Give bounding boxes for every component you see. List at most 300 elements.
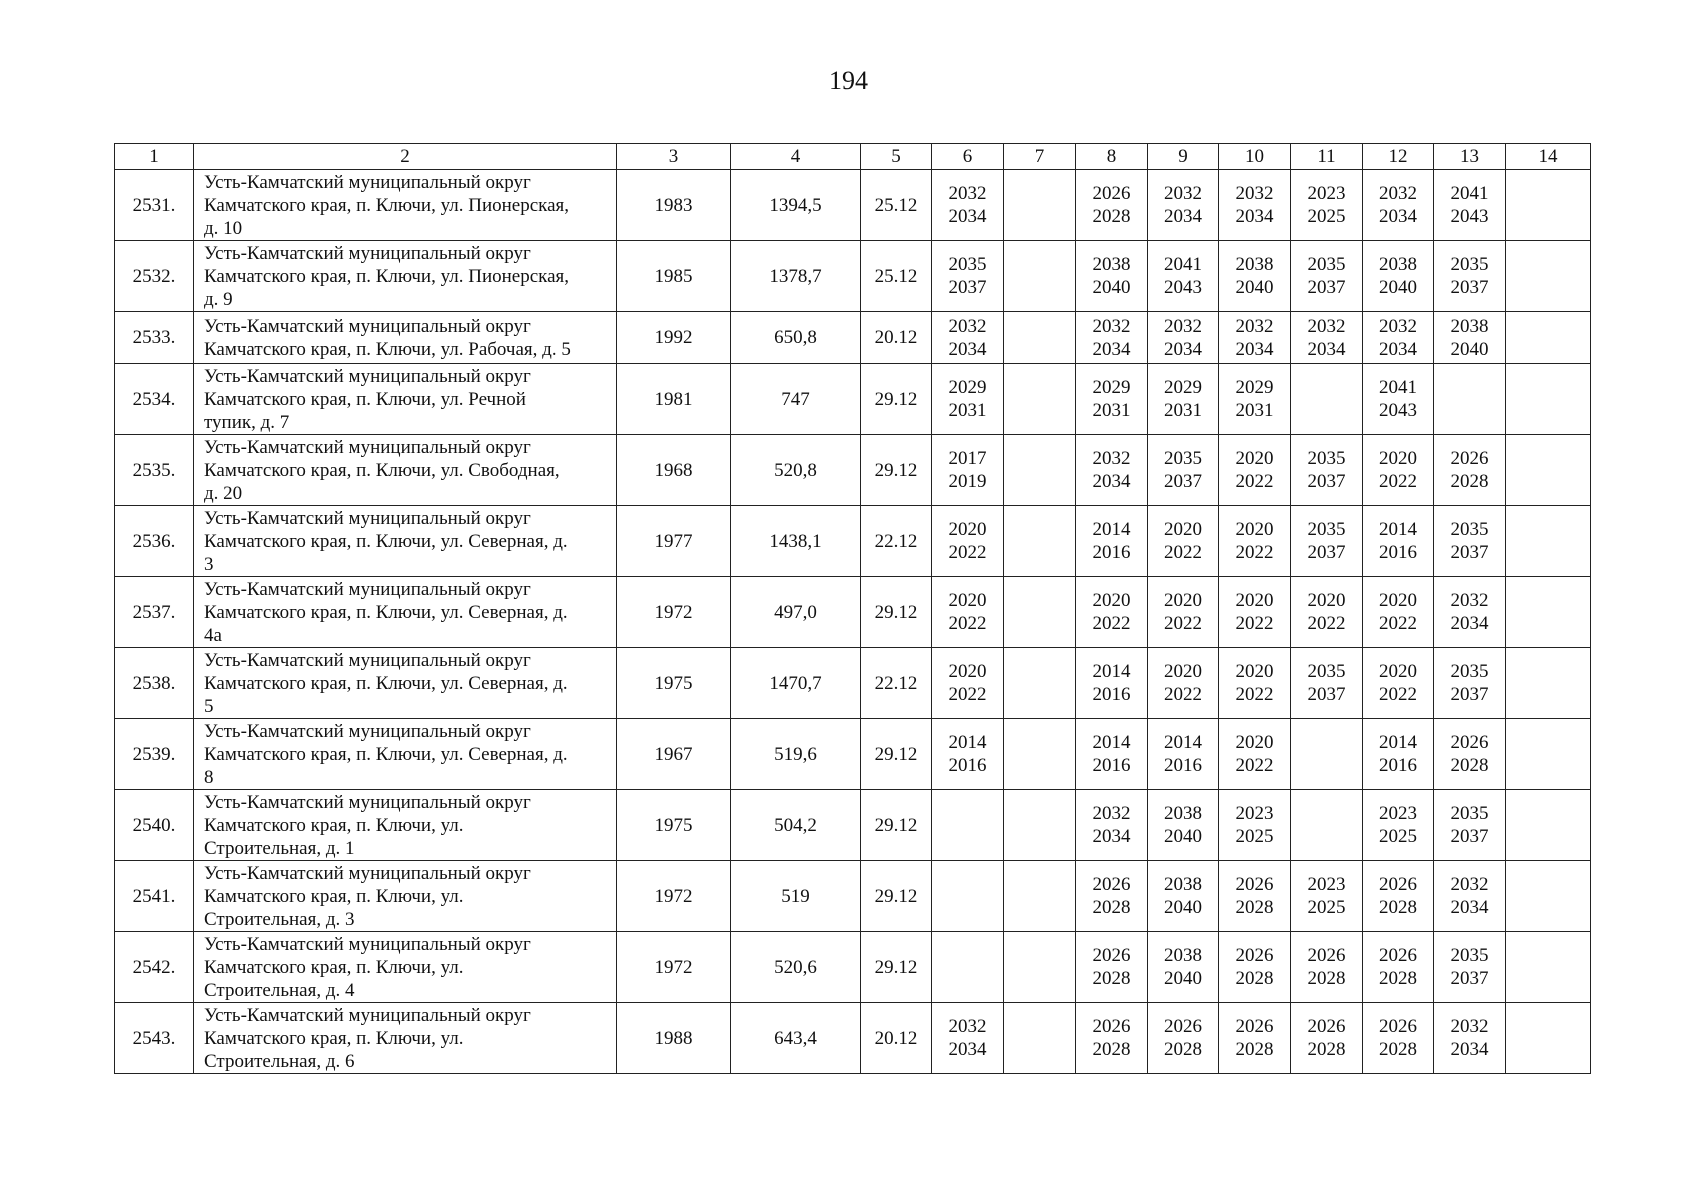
date-cell: 22.12 bbox=[861, 648, 932, 719]
period-year: 2020 bbox=[1235, 661, 1274, 682]
period-year: 2040 bbox=[1164, 897, 1202, 918]
period-year: 2031 bbox=[1164, 400, 1202, 421]
period-year: 2020 bbox=[1235, 732, 1274, 753]
period-cell-c10 bbox=[1219, 932, 1291, 1003]
period-cell-c6 bbox=[932, 648, 1004, 719]
period-year: 2034 bbox=[948, 1039, 987, 1060]
period-year: 2014 bbox=[1379, 732, 1417, 753]
period-year: 2034 bbox=[1092, 826, 1131, 847]
row-number: 2532. bbox=[115, 241, 194, 312]
period-year: 2040 bbox=[1379, 277, 1417, 298]
period-cell-c13 bbox=[1434, 719, 1506, 790]
table-row bbox=[115, 364, 1591, 435]
period-cell-c8 bbox=[1076, 861, 1148, 932]
address-line: д. 10 bbox=[204, 217, 243, 239]
period-year: 2022 bbox=[1235, 471, 1274, 492]
period-cell-c14 bbox=[1506, 241, 1591, 312]
period-year: 2026 bbox=[1092, 183, 1131, 204]
period-cell-c14 bbox=[1506, 648, 1591, 719]
period-year: 2032 bbox=[1379, 315, 1417, 337]
column-header: 9 bbox=[1148, 144, 1219, 170]
period-cell-c6 bbox=[932, 241, 1004, 312]
area-cell: 519,6 bbox=[731, 719, 861, 790]
address-line: Усть-Камчатский муниципальный округ bbox=[204, 791, 531, 813]
period-year: 2034 bbox=[1450, 1039, 1489, 1060]
table-row bbox=[115, 790, 1591, 861]
period-year: 2043 bbox=[1164, 277, 1202, 298]
period-cell-c7 bbox=[1004, 932, 1076, 1003]
period-year: 2026 bbox=[1235, 1016, 1274, 1037]
period-cell-c10 bbox=[1219, 719, 1291, 790]
period-cell-c11 bbox=[1291, 312, 1363, 364]
period-year: 2032 bbox=[1235, 183, 1274, 204]
table-row bbox=[115, 932, 1591, 1003]
period-cell-c10 bbox=[1219, 312, 1291, 364]
address-cell bbox=[194, 364, 617, 435]
period-year: 2041 bbox=[1450, 183, 1489, 204]
period-year: 2037 bbox=[1450, 277, 1489, 298]
address-line: Камчатского края, п. Ключи, ул. Северная, д. bbox=[204, 743, 568, 765]
period-cell-c11 bbox=[1291, 364, 1363, 435]
year-cell: 1968 bbox=[617, 435, 731, 506]
period-year: 2014 bbox=[1379, 519, 1417, 540]
period-year: 2035 bbox=[1450, 254, 1489, 275]
address-line: Строительная, д. 6 bbox=[204, 1050, 355, 1072]
period-cell-c9 bbox=[1148, 312, 1219, 364]
period-cell-c10 bbox=[1219, 241, 1291, 312]
period-year: 2032 bbox=[1379, 183, 1417, 204]
period-year: 2022 bbox=[1379, 613, 1417, 634]
period-year: 2017 bbox=[948, 448, 987, 469]
period-year: 2031 bbox=[1092, 400, 1131, 421]
period-year: 2028 bbox=[1379, 897, 1417, 918]
period-cell-c12 bbox=[1363, 932, 1434, 1003]
address-line: Камчатского края, п. Ключи, ул. bbox=[204, 1027, 464, 1049]
period-year: 2028 bbox=[1235, 897, 1274, 918]
area-cell: 1438,1 bbox=[731, 506, 861, 577]
area-cell: 520,8 bbox=[731, 435, 861, 506]
address-line: Усть-Камчатский муниципальный округ bbox=[204, 862, 531, 884]
period-year: 2020 bbox=[1235, 590, 1274, 611]
period-year: 2026 bbox=[1307, 1016, 1346, 1037]
period-year: 2032 bbox=[1235, 315, 1274, 337]
period-cell-c8 bbox=[1076, 435, 1148, 506]
period-year: 2037 bbox=[1450, 542, 1489, 563]
table-row bbox=[115, 312, 1591, 364]
period-year: 2035 bbox=[1307, 519, 1346, 540]
period-cell-c9 bbox=[1148, 1003, 1219, 1074]
period-cell-c7 bbox=[1004, 1003, 1076, 1074]
address-line: Усть-Камчатский муниципальный округ bbox=[204, 720, 531, 742]
period-year: 2028 bbox=[1092, 1039, 1131, 1060]
period-year: 2020 bbox=[1235, 448, 1274, 469]
period-year: 2035 bbox=[1307, 254, 1346, 275]
address-line: 5 bbox=[204, 695, 214, 717]
period-cell-c6 bbox=[932, 364, 1004, 435]
period-year: 2026 bbox=[1450, 448, 1489, 469]
period-year: 2037 bbox=[1450, 968, 1489, 989]
period-year: 2038 bbox=[1164, 945, 1202, 966]
period-cell-c11 bbox=[1291, 790, 1363, 861]
address-cell bbox=[194, 648, 617, 719]
period-cell-c7 bbox=[1004, 861, 1076, 932]
period-cell-c12 bbox=[1363, 648, 1434, 719]
row-number: 2541. bbox=[115, 861, 194, 932]
address-line: Усть-Камчатский муниципальный округ bbox=[204, 507, 531, 529]
period-year: 2026 bbox=[1164, 1016, 1202, 1037]
address-line: Камчатского края, п. Ключи, ул. Пионерская, bbox=[204, 194, 570, 216]
period-cell-c10 bbox=[1219, 435, 1291, 506]
year-cell: 1992 bbox=[617, 312, 731, 364]
period-cell-c13 bbox=[1434, 506, 1506, 577]
period-year: 2034 bbox=[1092, 471, 1131, 492]
period-year: 2031 bbox=[948, 400, 987, 421]
address-cell bbox=[194, 1003, 617, 1074]
period-year: 2034 bbox=[948, 206, 987, 227]
column-header: 8 bbox=[1076, 144, 1148, 170]
period-year: 2022 bbox=[1092, 613, 1131, 634]
period-cell-c8 bbox=[1076, 364, 1148, 435]
period-year: 2043 bbox=[1450, 206, 1489, 227]
area-cell: 1394,5 bbox=[731, 170, 861, 241]
period-cell-c9 bbox=[1148, 506, 1219, 577]
period-year: 2020 bbox=[1092, 590, 1131, 611]
period-cell-c6 bbox=[932, 719, 1004, 790]
period-year: 2037 bbox=[1450, 684, 1489, 705]
period-cell-c10 bbox=[1219, 648, 1291, 719]
period-cell-c13 bbox=[1434, 312, 1506, 364]
period-year: 2026 bbox=[1092, 945, 1131, 966]
table-row bbox=[115, 241, 1591, 312]
period-year: 2022 bbox=[1164, 542, 1202, 563]
address-line: Усть-Камчатский муниципальный округ bbox=[204, 315, 531, 337]
period-year: 2026 bbox=[1450, 732, 1489, 753]
period-year: 2020 bbox=[1379, 590, 1417, 611]
period-cell-c12 bbox=[1363, 364, 1434, 435]
address-cell bbox=[194, 170, 617, 241]
address-line: Усть-Камчатский муниципальный округ bbox=[204, 365, 531, 387]
period-year: 2014 bbox=[1092, 732, 1131, 753]
period-year: 2032 bbox=[1092, 315, 1131, 337]
period-year: 2035 bbox=[1307, 661, 1346, 682]
period-cell-c7 bbox=[1004, 241, 1076, 312]
period-year: 2025 bbox=[1307, 206, 1346, 227]
period-cell-c9 bbox=[1148, 241, 1219, 312]
date-cell: 29.12 bbox=[861, 861, 932, 932]
table-row bbox=[115, 861, 1591, 932]
period-cell-c6 bbox=[932, 577, 1004, 648]
address-line: Усть-Камчатский муниципальный округ bbox=[204, 578, 531, 600]
period-cell-c10 bbox=[1219, 364, 1291, 435]
period-year: 2028 bbox=[1092, 897, 1131, 918]
column-header: 10 bbox=[1219, 144, 1291, 170]
period-year: 2040 bbox=[1164, 826, 1202, 847]
period-year: 2032 bbox=[1450, 1016, 1489, 1037]
period-year: 2035 bbox=[948, 254, 987, 275]
period-cell-c13 bbox=[1434, 861, 1506, 932]
period-year: 2014 bbox=[1164, 732, 1202, 753]
period-year: 2026 bbox=[1092, 1016, 1131, 1037]
date-cell: 29.12 bbox=[861, 719, 932, 790]
address-line: Камчатского края, п. Ключи, ул. Северная, д. bbox=[204, 601, 568, 623]
period-year: 2020 bbox=[1164, 590, 1202, 611]
address-line: Камчатского края, п. Ключи, ул. bbox=[204, 814, 464, 836]
address-line: 3 bbox=[204, 553, 214, 575]
period-cell-c7 bbox=[1004, 577, 1076, 648]
period-cell-c13 bbox=[1434, 364, 1506, 435]
period-year: 2025 bbox=[1307, 897, 1346, 918]
area-cell: 650,8 bbox=[731, 312, 861, 364]
period-year: 2016 bbox=[1092, 542, 1131, 563]
address-line: Камчатского края, п. Ключи, ул. Рабочая, д. 5 bbox=[204, 338, 571, 360]
period-cell-c13 bbox=[1434, 170, 1506, 241]
address-line: Строительная, д. 3 bbox=[204, 908, 355, 930]
period-year: 2034 bbox=[1379, 206, 1417, 227]
period-cell-c10 bbox=[1219, 506, 1291, 577]
address-line: Усть-Камчатский муниципальный округ bbox=[204, 171, 531, 193]
period-year: 2038 bbox=[1379, 254, 1417, 275]
period-year: 2032 bbox=[948, 183, 987, 204]
period-cell-c7 bbox=[1004, 364, 1076, 435]
period-cell-c12 bbox=[1363, 241, 1434, 312]
period-cell-c9 bbox=[1148, 435, 1219, 506]
period-cell-c11 bbox=[1291, 719, 1363, 790]
period-cell-c10 bbox=[1219, 790, 1291, 861]
period-cell-c9 bbox=[1148, 790, 1219, 861]
date-cell: 29.12 bbox=[861, 577, 932, 648]
period-cell-c11 bbox=[1291, 577, 1363, 648]
year-cell: 1975 bbox=[617, 648, 731, 719]
period-year: 2028 bbox=[1164, 1039, 1202, 1060]
page-number: 194 bbox=[829, 66, 868, 95]
area-cell: 1378,7 bbox=[731, 241, 861, 312]
period-year: 2038 bbox=[1092, 254, 1131, 275]
period-cell-c14 bbox=[1506, 435, 1591, 506]
column-header: 4 bbox=[731, 144, 861, 170]
period-year: 2034 bbox=[1379, 338, 1417, 360]
table-row bbox=[115, 577, 1591, 648]
period-year: 2026 bbox=[1092, 874, 1131, 895]
period-cell-c8 bbox=[1076, 170, 1148, 241]
address-cell bbox=[194, 435, 617, 506]
period-year: 2026 bbox=[1379, 1016, 1417, 1037]
year-cell: 1988 bbox=[617, 1003, 731, 1074]
table-row bbox=[115, 648, 1591, 719]
period-cell-c12 bbox=[1363, 790, 1434, 861]
date-cell: 29.12 bbox=[861, 435, 932, 506]
period-year: 2023 bbox=[1307, 183, 1346, 204]
address-line: Камчатского края, п. Ключи, ул. Свободная, bbox=[204, 459, 560, 481]
address-line: 4а bbox=[204, 624, 222, 646]
period-year: 2035 bbox=[1164, 448, 1202, 469]
area-cell: 747 bbox=[731, 364, 861, 435]
period-cell-c13 bbox=[1434, 932, 1506, 1003]
address-line: Усть-Камчатский муниципальный округ bbox=[204, 1004, 531, 1026]
period-cell-c7 bbox=[1004, 435, 1076, 506]
period-cell-c14 bbox=[1506, 312, 1591, 364]
period-cell-c13 bbox=[1434, 577, 1506, 648]
period-cell-c6 bbox=[932, 170, 1004, 241]
period-year: 2016 bbox=[1379, 542, 1417, 563]
period-cell-c8 bbox=[1076, 506, 1148, 577]
address-line: Усть-Камчатский муниципальный округ bbox=[204, 436, 531, 458]
row-number: 2543. bbox=[115, 1003, 194, 1074]
period-year: 2022 bbox=[1235, 755, 1274, 776]
period-year: 2022 bbox=[1164, 684, 1202, 705]
period-cell-c6 bbox=[932, 1003, 1004, 1074]
period-year: 2020 bbox=[1379, 448, 1417, 469]
period-cell-c7 bbox=[1004, 648, 1076, 719]
period-year: 2022 bbox=[948, 542, 987, 563]
period-year: 2028 bbox=[1450, 471, 1489, 492]
period-cell-c6 bbox=[932, 506, 1004, 577]
period-cell-c14 bbox=[1506, 719, 1591, 790]
period-year: 2032 bbox=[948, 315, 987, 337]
address-line: Камчатского края, п. Ключи, ул. Речной bbox=[204, 388, 526, 410]
period-year: 2023 bbox=[1379, 803, 1417, 824]
address-cell bbox=[194, 577, 617, 648]
period-year: 2032 bbox=[948, 1016, 987, 1037]
period-year: 2032 bbox=[1092, 448, 1131, 469]
period-cell-c7 bbox=[1004, 790, 1076, 861]
period-cell-c14 bbox=[1506, 861, 1591, 932]
period-year: 2028 bbox=[1307, 1039, 1346, 1060]
period-year: 2037 bbox=[1164, 471, 1202, 492]
period-year: 2035 bbox=[1450, 519, 1489, 540]
period-year: 2014 bbox=[1092, 519, 1131, 540]
period-cell-c13 bbox=[1434, 435, 1506, 506]
period-year: 2028 bbox=[1307, 968, 1346, 989]
table-body bbox=[115, 170, 1591, 1074]
period-cell-c12 bbox=[1363, 312, 1434, 364]
period-cell-c11 bbox=[1291, 648, 1363, 719]
date-cell: 22.12 bbox=[861, 506, 932, 577]
column-header: 12 bbox=[1363, 144, 1434, 170]
address-line: Камчатского края, п. Ключи, ул. Северная, д. bbox=[204, 672, 568, 694]
period-cell-c12 bbox=[1363, 861, 1434, 932]
area-cell: 643,4 bbox=[731, 1003, 861, 1074]
period-year: 2029 bbox=[948, 377, 987, 398]
period-year: 2034 bbox=[1164, 206, 1202, 227]
period-year: 2043 bbox=[1379, 400, 1417, 421]
period-year: 2029 bbox=[1164, 377, 1202, 398]
period-year: 2022 bbox=[1307, 613, 1346, 634]
period-year: 2031 bbox=[1235, 400, 1274, 421]
period-cell-c11 bbox=[1291, 241, 1363, 312]
address-line: Камчатского края, п. Ключи, ул. Северная, д. bbox=[204, 530, 568, 552]
address-line: Усть-Камчатский муниципальный округ bbox=[204, 242, 531, 264]
period-year: 2037 bbox=[1307, 542, 1346, 563]
period-year: 2023 bbox=[1307, 874, 1346, 895]
period-cell-c6 bbox=[932, 932, 1004, 1003]
period-cell-c12 bbox=[1363, 719, 1434, 790]
period-cell-c8 bbox=[1076, 790, 1148, 861]
period-year: 2028 bbox=[1379, 1039, 1417, 1060]
period-year: 2038 bbox=[1235, 254, 1274, 275]
table-row bbox=[115, 719, 1591, 790]
period-year: 2023 bbox=[1235, 803, 1274, 824]
period-cell-c8 bbox=[1076, 648, 1148, 719]
period-year: 2016 bbox=[1379, 755, 1417, 776]
period-year: 2020 bbox=[1307, 590, 1346, 611]
period-year: 2032 bbox=[1092, 803, 1131, 824]
year-cell: 1967 bbox=[617, 719, 731, 790]
period-year: 2026 bbox=[1235, 945, 1274, 966]
period-cell-c11 bbox=[1291, 1003, 1363, 1074]
column-header: 11 bbox=[1291, 144, 1363, 170]
period-cell-c12 bbox=[1363, 506, 1434, 577]
period-year: 2016 bbox=[948, 755, 987, 776]
period-year: 2020 bbox=[948, 590, 987, 611]
period-year: 2014 bbox=[948, 732, 987, 753]
period-cell-c7 bbox=[1004, 312, 1076, 364]
period-cell-c7 bbox=[1004, 170, 1076, 241]
period-cell-c13 bbox=[1434, 790, 1506, 861]
period-cell-c8 bbox=[1076, 932, 1148, 1003]
address-line: Камчатского края, п. Ключи, ул. Пионерская, bbox=[204, 265, 570, 287]
period-cell-c14 bbox=[1506, 577, 1591, 648]
row-number: 2539. bbox=[115, 719, 194, 790]
address-line: д. 9 bbox=[204, 288, 233, 310]
year-cell: 1972 bbox=[617, 861, 731, 932]
period-cell-c6 bbox=[932, 312, 1004, 364]
row-number: 2542. bbox=[115, 932, 194, 1003]
period-year: 2034 bbox=[1307, 338, 1346, 360]
table-row bbox=[115, 506, 1591, 577]
table-row bbox=[115, 1003, 1591, 1074]
period-cell-c13 bbox=[1434, 241, 1506, 312]
column-header: 2 bbox=[194, 144, 617, 170]
row-number: 2540. bbox=[115, 790, 194, 861]
period-cell-c14 bbox=[1506, 790, 1591, 861]
period-year: 2032 bbox=[1450, 874, 1489, 895]
area-cell: 1470,7 bbox=[731, 648, 861, 719]
address-line: Усть-Камчатский муниципальный округ bbox=[204, 933, 531, 955]
period-cell-c14 bbox=[1506, 170, 1591, 241]
period-year: 2037 bbox=[1307, 471, 1346, 492]
period-cell-c9 bbox=[1148, 364, 1219, 435]
period-cell-c8 bbox=[1076, 719, 1148, 790]
period-year: 2022 bbox=[1235, 613, 1274, 634]
period-year: 2022 bbox=[1235, 542, 1274, 563]
table-row bbox=[115, 170, 1591, 241]
period-year: 2035 bbox=[1450, 803, 1489, 824]
area-cell: 519 bbox=[731, 861, 861, 932]
period-cell-c10 bbox=[1219, 861, 1291, 932]
area-cell: 497,0 bbox=[731, 577, 861, 648]
table-row bbox=[115, 435, 1591, 506]
date-cell: 29.12 bbox=[861, 364, 932, 435]
period-year: 2034 bbox=[1235, 338, 1274, 360]
address-line: Строительная, д. 1 bbox=[204, 837, 355, 859]
period-cell-c10 bbox=[1219, 1003, 1291, 1074]
year-cell: 1972 bbox=[617, 932, 731, 1003]
period-year: 2034 bbox=[948, 338, 987, 360]
period-year: 2037 bbox=[1307, 277, 1346, 298]
register-table bbox=[114, 143, 1591, 1074]
period-cell-c8 bbox=[1076, 241, 1148, 312]
column-header: 14 bbox=[1506, 144, 1591, 170]
period-cell-c10 bbox=[1219, 577, 1291, 648]
header-row bbox=[115, 144, 1591, 170]
period-cell-c11 bbox=[1291, 435, 1363, 506]
year-cell: 1977 bbox=[617, 506, 731, 577]
period-year: 2040 bbox=[1450, 338, 1489, 360]
row-number: 2533. bbox=[115, 312, 194, 364]
period-cell-c12 bbox=[1363, 1003, 1434, 1074]
period-cell-c6 bbox=[932, 790, 1004, 861]
period-year: 2032 bbox=[1164, 183, 1202, 204]
